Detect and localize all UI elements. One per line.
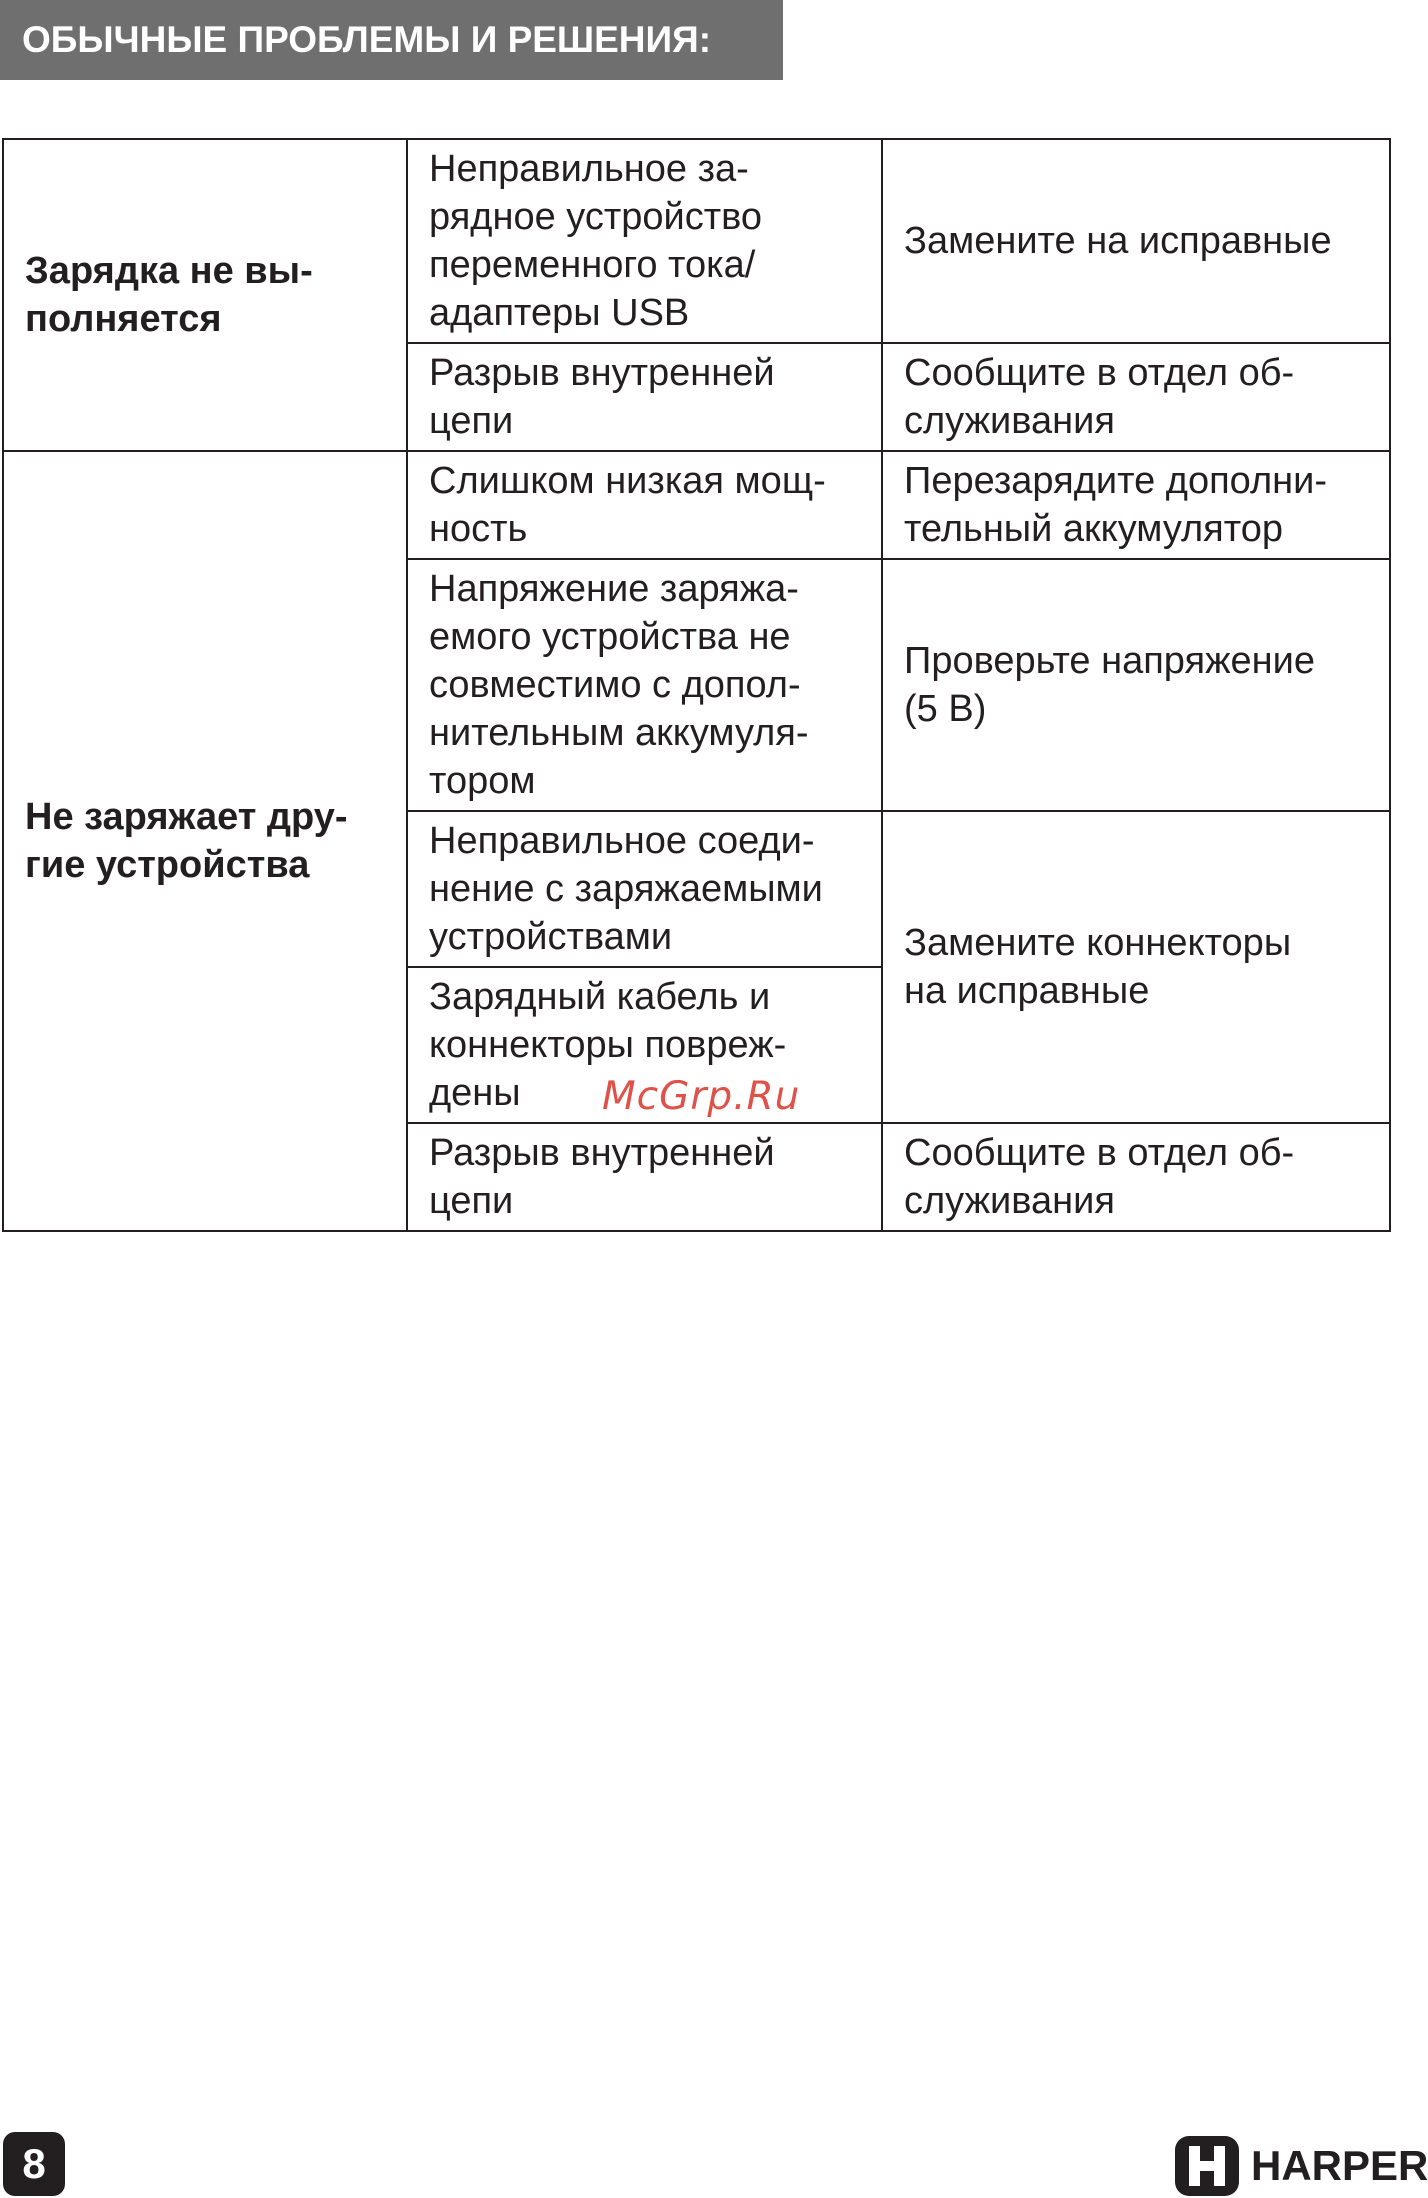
solution-cell: Проверьте напряжение (5 В)	[882, 559, 1390, 811]
solution-cell: Замените коннекторы на исправные	[882, 811, 1390, 1123]
problem-cell: Зарядка не вы- полняется	[3, 139, 407, 451]
cause-cell: Слишком низкая мощ- ность	[407, 451, 882, 559]
harper-h-icon	[1175, 2136, 1239, 2196]
cause-cell: Неправильное за- рядное устройство переменного тока/ адаптеры USB	[407, 139, 882, 343]
cause-cell: Зарядный кабель и коннекторы повреж- дены	[407, 967, 882, 1123]
table-row	[3, 451, 1390, 559]
troubleshooting-table	[2, 138, 1391, 1232]
table-row	[3, 139, 1390, 343]
cause-cell: Неправильное соеди- нение с заряжаемыми устройствами	[407, 811, 882, 967]
solution-cell: Перезарядите дополни- тельный аккумулятор	[882, 451, 1390, 559]
solution-cell: Замените на исправные	[882, 139, 1390, 343]
cause-cell: Разрыв внутренней цепи	[407, 1123, 882, 1231]
section-title: ОБЫЧНЫЕ ПРОБЛЕМЫ И РЕШЕНИЯ:	[0, 0, 783, 80]
watermark: McGrp.Ru	[602, 1074, 801, 1119]
cause-cell: Разрыв внутренней цепи	[407, 343, 882, 451]
solution-cell: Сообщите в отдел об- служивания	[882, 1123, 1390, 1231]
solution-cell: Сообщите в отдел об- служивания	[882, 343, 1390, 451]
page-number: 8	[3, 2132, 65, 2196]
cause-cell: Напряжение заряжа- емого устройства не совместимо с допол- нительным аккумуля- тором	[407, 559, 882, 811]
problem-cell: Не заряжает дру- гие устройства	[3, 451, 407, 1231]
brand-name: HARPER	[1251, 2142, 1428, 2189]
brand-logo	[1175, 2136, 1428, 2196]
